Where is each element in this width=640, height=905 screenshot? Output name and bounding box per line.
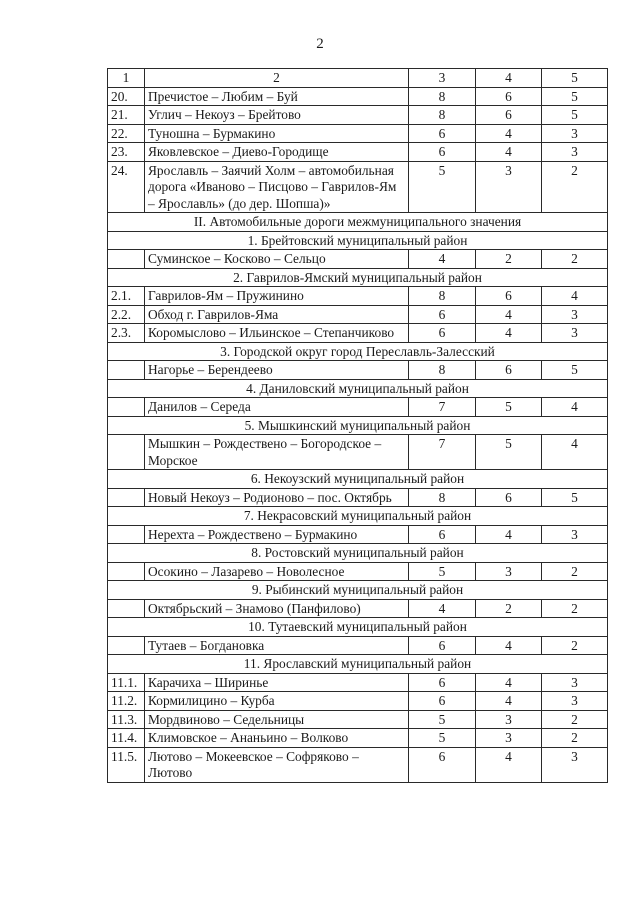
- value-col-4: 4: [476, 692, 542, 711]
- table-row: [108, 599, 608, 618]
- road-name: Суминское – Косково – Сельцо: [145, 250, 409, 269]
- section-heading: 9. Рыбинский муниципальный район: [108, 581, 608, 600]
- section-heading-row: [108, 618, 608, 637]
- road-name: Нагорье – Берендеево: [145, 361, 409, 380]
- road-name: Нерехта – Рождествено – Бурмакино: [145, 525, 409, 544]
- road-name: Обход г. Гаврилов-Яма: [145, 305, 409, 324]
- road-name: Мордвиново – Седельницы: [145, 710, 409, 729]
- table-row: [108, 525, 608, 544]
- row-number: 22.: [108, 124, 145, 143]
- road-name: Данилов – Середа: [145, 398, 409, 417]
- road-name: Новый Некоуз – Родионово – пос. Октябрь: [145, 488, 409, 507]
- row-number: 2.1.: [108, 287, 145, 306]
- road-name: Углич – Некоуз – Брейтово: [145, 106, 409, 125]
- table-row: [108, 435, 608, 470]
- value-col-4: 3: [476, 729, 542, 748]
- section-heading-row: [108, 581, 608, 600]
- table-row: [108, 636, 608, 655]
- value-col-3: 6: [409, 143, 476, 162]
- table-row: [108, 287, 608, 306]
- value-col-5: 3: [542, 143, 608, 162]
- value-col-5: 2: [542, 250, 608, 269]
- table-row: [108, 161, 608, 213]
- value-col-3: 7: [409, 435, 476, 470]
- roads-table: [107, 68, 608, 783]
- value-col-3: 8: [409, 287, 476, 306]
- value-col-4: 6: [476, 488, 542, 507]
- header-col-1: 1: [108, 69, 145, 88]
- value-col-3: 6: [409, 124, 476, 143]
- row-number: [108, 435, 145, 470]
- value-col-4: 4: [476, 636, 542, 655]
- row-number: 11.2.: [108, 692, 145, 711]
- value-col-5: 4: [542, 435, 608, 470]
- section-heading: 3. Городской округ город Переславль-Залесский: [108, 342, 608, 361]
- value-col-5: 2: [542, 562, 608, 581]
- road-name: Яковлевское – Диево-Городище: [145, 143, 409, 162]
- section-heading-row: [108, 231, 608, 250]
- road-name: Ярославль – Заячий Холм – автомобильная дорога «Иваново – Писцово – Гаврилов-Ям – Ярославль» (до дер. Шопша)»: [145, 161, 409, 213]
- value-col-5: 2: [542, 729, 608, 748]
- value-col-5: 3: [542, 305, 608, 324]
- row-number: 11.4.: [108, 729, 145, 748]
- section-heading-row: [108, 655, 608, 674]
- table-row: [108, 747, 608, 782]
- value-col-4: 6: [476, 87, 542, 106]
- row-number: 20.: [108, 87, 145, 106]
- road-name: Гаврилов-Ям – Пружинино: [145, 287, 409, 306]
- value-col-3: 6: [409, 305, 476, 324]
- value-col-4: 5: [476, 398, 542, 417]
- value-col-5: 2: [542, 599, 608, 618]
- value-col-4: 5: [476, 435, 542, 470]
- section-heading-row: [108, 268, 608, 287]
- row-number: [108, 562, 145, 581]
- value-col-3: 8: [409, 87, 476, 106]
- row-number: 11.1.: [108, 673, 145, 692]
- row-number: 2.2.: [108, 305, 145, 324]
- header-col-4: 4: [476, 69, 542, 88]
- value-col-5: 4: [542, 287, 608, 306]
- road-name: Октябрьский – Знамово (Панфилово): [145, 599, 409, 618]
- value-col-4: 3: [476, 161, 542, 213]
- road-name: Климовское – Ананьино – Волково: [145, 729, 409, 748]
- section-heading: II. Автомобильные дороги межмуниципального значения: [108, 213, 608, 232]
- section-heading-row: [108, 416, 608, 435]
- value-col-3: 4: [409, 599, 476, 618]
- value-col-5: 2: [542, 161, 608, 213]
- section-heading: 1. Брейтовский муниципальный район: [108, 231, 608, 250]
- header-col-5: 5: [542, 69, 608, 88]
- value-col-3: 4: [409, 250, 476, 269]
- row-number: 11.5.: [108, 747, 145, 782]
- section-heading: 5. Мышкинский муниципальный район: [108, 416, 608, 435]
- section-heading: 8. Ростовский муниципальный район: [108, 544, 608, 563]
- row-number: [108, 398, 145, 417]
- value-col-5: 3: [542, 324, 608, 343]
- table-row: [108, 143, 608, 162]
- value-col-5: 3: [542, 124, 608, 143]
- value-col-4: 4: [476, 124, 542, 143]
- value-col-5: 3: [542, 692, 608, 711]
- table-row: [108, 710, 608, 729]
- value-col-3: 6: [409, 692, 476, 711]
- value-col-3: 6: [409, 673, 476, 692]
- value-col-3: 6: [409, 747, 476, 782]
- row-number: [108, 361, 145, 380]
- table-row: [108, 361, 608, 380]
- section-heading-row: [108, 544, 608, 563]
- road-name: Тутаев – Богдановка: [145, 636, 409, 655]
- table-row: [108, 305, 608, 324]
- road-name: Карачиха – Ширинье: [145, 673, 409, 692]
- row-number: 21.: [108, 106, 145, 125]
- value-col-4: 3: [476, 710, 542, 729]
- value-col-3: 5: [409, 710, 476, 729]
- value-col-4: 6: [476, 106, 542, 125]
- value-col-3: 8: [409, 488, 476, 507]
- page-number: 2: [316, 36, 324, 52]
- section-heading: 7. Некрасовский муниципальный район: [108, 507, 608, 526]
- row-number: 24.: [108, 161, 145, 213]
- road-name: Мышкин – Рождествено – Богородское – Морское: [145, 435, 409, 470]
- table-row: [108, 87, 608, 106]
- table-row: [108, 562, 608, 581]
- table-row: [108, 692, 608, 711]
- value-col-4: 4: [476, 324, 542, 343]
- row-number: 11.3.: [108, 710, 145, 729]
- table-row: [108, 324, 608, 343]
- value-col-4: 4: [476, 143, 542, 162]
- row-number: [108, 599, 145, 618]
- value-col-4: 3: [476, 562, 542, 581]
- section-heading: 2. Гаврилов-Ямский муниципальный район: [108, 268, 608, 287]
- value-col-3: 8: [409, 106, 476, 125]
- value-col-5: 5: [542, 488, 608, 507]
- section-heading: 4. Даниловский муниципальный район: [108, 379, 608, 398]
- section-heading-row: [108, 470, 608, 489]
- value-col-5: 5: [542, 361, 608, 380]
- row-number: [108, 488, 145, 507]
- value-col-3: 8: [409, 361, 476, 380]
- section-heading: 11. Ярославский муниципальный район: [108, 655, 608, 674]
- table-row: [108, 673, 608, 692]
- table-row: [108, 124, 608, 143]
- value-col-5: 3: [542, 747, 608, 782]
- value-col-4: 4: [476, 525, 542, 544]
- row-number: 2.3.: [108, 324, 145, 343]
- value-col-3: 5: [409, 161, 476, 213]
- value-col-5: 2: [542, 710, 608, 729]
- value-col-4: 2: [476, 250, 542, 269]
- table-row: [108, 398, 608, 417]
- value-col-4: 4: [476, 747, 542, 782]
- value-col-4: 4: [476, 673, 542, 692]
- header-col-3: 3: [409, 69, 476, 88]
- road-name: Лютово – Мокеевское – Софряково – Лютово: [145, 747, 409, 782]
- table-row: [108, 488, 608, 507]
- value-col-5: 4: [542, 398, 608, 417]
- row-number: [108, 525, 145, 544]
- table-row: [108, 106, 608, 125]
- value-col-3: 7: [409, 398, 476, 417]
- section-heading: 10. Тутаевский муниципальный район: [108, 618, 608, 637]
- table-header-row: [108, 69, 608, 88]
- row-number: [108, 636, 145, 655]
- value-col-4: 6: [476, 287, 542, 306]
- value-col-4: 6: [476, 361, 542, 380]
- value-col-3: 6: [409, 324, 476, 343]
- row-number: 23.: [108, 143, 145, 162]
- section-heading-row: [108, 213, 608, 232]
- section-heading-row: [108, 342, 608, 361]
- row-number: [108, 250, 145, 269]
- road-name: Коромыслово – Ильинское – Степанчиково: [145, 324, 409, 343]
- value-col-5: 5: [542, 106, 608, 125]
- value-col-3: 5: [409, 729, 476, 748]
- table-row: [108, 250, 608, 269]
- value-col-4: 4: [476, 305, 542, 324]
- section-heading: 6. Некоузский муниципальный район: [108, 470, 608, 489]
- value-col-5: 2: [542, 636, 608, 655]
- value-col-4: 2: [476, 599, 542, 618]
- value-col-5: 3: [542, 673, 608, 692]
- road-name: Пречистое – Любим – Буй: [145, 87, 409, 106]
- section-heading-row: [108, 379, 608, 398]
- table-body: [108, 69, 608, 783]
- header-col-2: 2: [145, 69, 409, 88]
- section-heading-row: [108, 507, 608, 526]
- value-col-5: 3: [542, 525, 608, 544]
- road-name: Кормилицино – Курба: [145, 692, 409, 711]
- table-row: [108, 729, 608, 748]
- value-col-5: 5: [542, 87, 608, 106]
- road-name: Осокино – Лазарево – Новолесное: [145, 562, 409, 581]
- value-col-3: 5: [409, 562, 476, 581]
- road-name: Туношна – Бурмакино: [145, 124, 409, 143]
- value-col-3: 6: [409, 636, 476, 655]
- value-col-3: 6: [409, 525, 476, 544]
